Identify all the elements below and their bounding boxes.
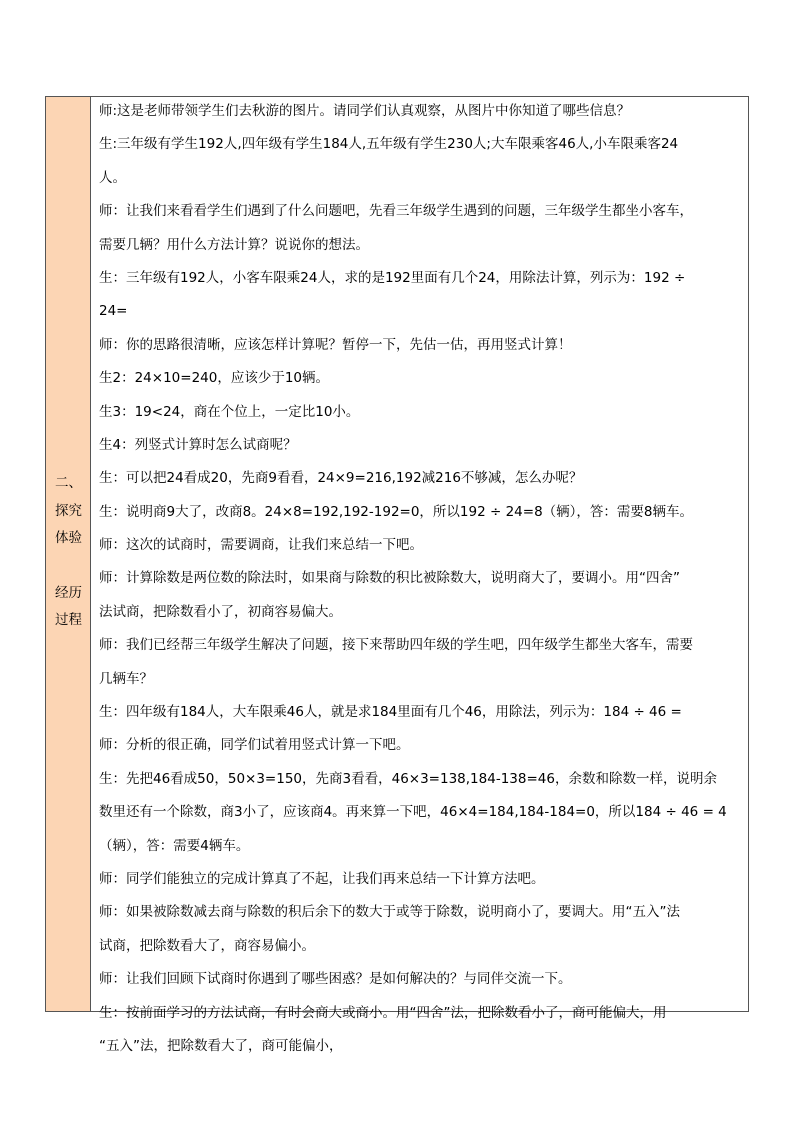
dialogue-line: 生：先把46看成50，50×3=150，先商3看看，46×3=138,184-138=46，余数和除数一样，说明余: [99, 770, 717, 787]
dialogue-text: [99, 101, 745, 1069]
dialogue-line: 师：如果被除数减去商与除数的积后余下的数大于或等于除数，说明商小了，要调大。用“五入”法: [99, 904, 680, 921]
dialogue-line: 数里还有一个除数，商3小了，应该商4。再来算一下吧，46×4=184,184-184=0，所以184 ÷ 46 = 4: [99, 804, 727, 821]
section-column: [46, 97, 91, 1011]
dialogue-line: 生2：24×10=240，应该少于10辆。: [99, 370, 330, 387]
lesson-table: [45, 96, 749, 1054]
dialogue-line: 生：四年级有184人，大车限乘46人，就是求184里面有几个46，用除法，列示为：184 ÷ 46 =: [99, 704, 682, 721]
dialogue-line: 师：你的思路很清晰，应该怎样计算呢？暂停一下，先估一估，再用竖式计算！: [99, 336, 572, 353]
section-number: 二、: [55, 475, 82, 491]
content-column: [91, 97, 748, 1054]
dialogue-line: 生4：列竖式计算时怎么试商呢？: [99, 436, 297, 453]
dialogue-line: 师：同学们能独立的完成计算真了不起，让我们再来总结一下计算方法吧。: [99, 870, 545, 887]
section-title-4: 过程: [55, 612, 82, 628]
dialogue-line: 需要几辆？用什么方法计算？说说你的想法。: [99, 236, 369, 253]
section-title-1: 探究: [55, 502, 82, 519]
dialogue-line: 生:三年级有学生192人,四年级有学生184人,五年级有学生230人;大车限乘客46人,小车限乘客24: [99, 136, 679, 153]
section-title-2: 体验: [55, 530, 82, 546]
dialogue-line: 几辆车？: [99, 670, 153, 687]
dialogue-line: 生：按前面学习的方法试商，有时会商大或商小。用“四舍”法，把除数看小了，商可能偏大，用: [99, 1004, 667, 1021]
dialogue-line: 生：说明商9大了，改商8。24×8=192,192-192=0，所以192 ÷ 24=8（辆），答：需要8辆车。: [99, 503, 694, 520]
dialogue-line: 师：计算除数是两位数的除法时，如果商与除数的积比被除数大，说明商大了，要调小。用“四舍”: [99, 570, 680, 587]
dialogue-line: （辆），答：需要4辆车。: [99, 837, 250, 854]
section-title-3: 经历: [55, 584, 82, 601]
dialogue-line: 人。: [99, 169, 126, 186]
dialogue-line: 师：让我们来看看学生们遇到了什么问题吧，先看三年级学生遇到的问题，三年级学生都坐小客车，: [99, 203, 693, 220]
dialogue-line: 24=: [99, 303, 128, 320]
dialogue-line: 试商，把除数看大了，商容易偏小。: [99, 937, 315, 954]
dialogue-line: 法试商，把除数看小了，初商容易偏大。: [99, 603, 342, 620]
dialogue-line: 生3：19<24，商在个位上，一定比10小。: [99, 403, 360, 420]
dialogue-line: 生：可以把24看成20，先商9看看，24×9=216,192减216不够减，怎么办呢？: [99, 470, 583, 487]
dialogue-line: 师:这是老师带领学生们去秋游的图片。请同学们认真观察，从图片中你知道了哪些信息？: [99, 103, 631, 119]
section-label: [46, 470, 91, 635]
dialogue-line: 师：我们已经帮三年级学生解决了问题，接下来帮助四年级的学生吧，四年级学生都坐大客车，需要: [99, 637, 693, 654]
dialogue-line: “五入”法，把除数看大了，商可能偏小，: [99, 1037, 343, 1054]
dialogue-line: 师：分析的很正确，同学们试着用竖式计算一下吧。: [99, 737, 410, 754]
dialogue-line: 师：这次的试商时，需要调商，让我们来总结一下吧。: [99, 537, 423, 554]
dialogue-line: 生：三年级有192人，小客车限乘24人，求的是192里面有几个24，用除法计算，列示为：192 ÷: [99, 269, 686, 286]
dialogue-line: 师：让我们回顾下试商时你遇到了哪些困惑？是如何解决的？与同伴交流一下。: [99, 971, 572, 988]
